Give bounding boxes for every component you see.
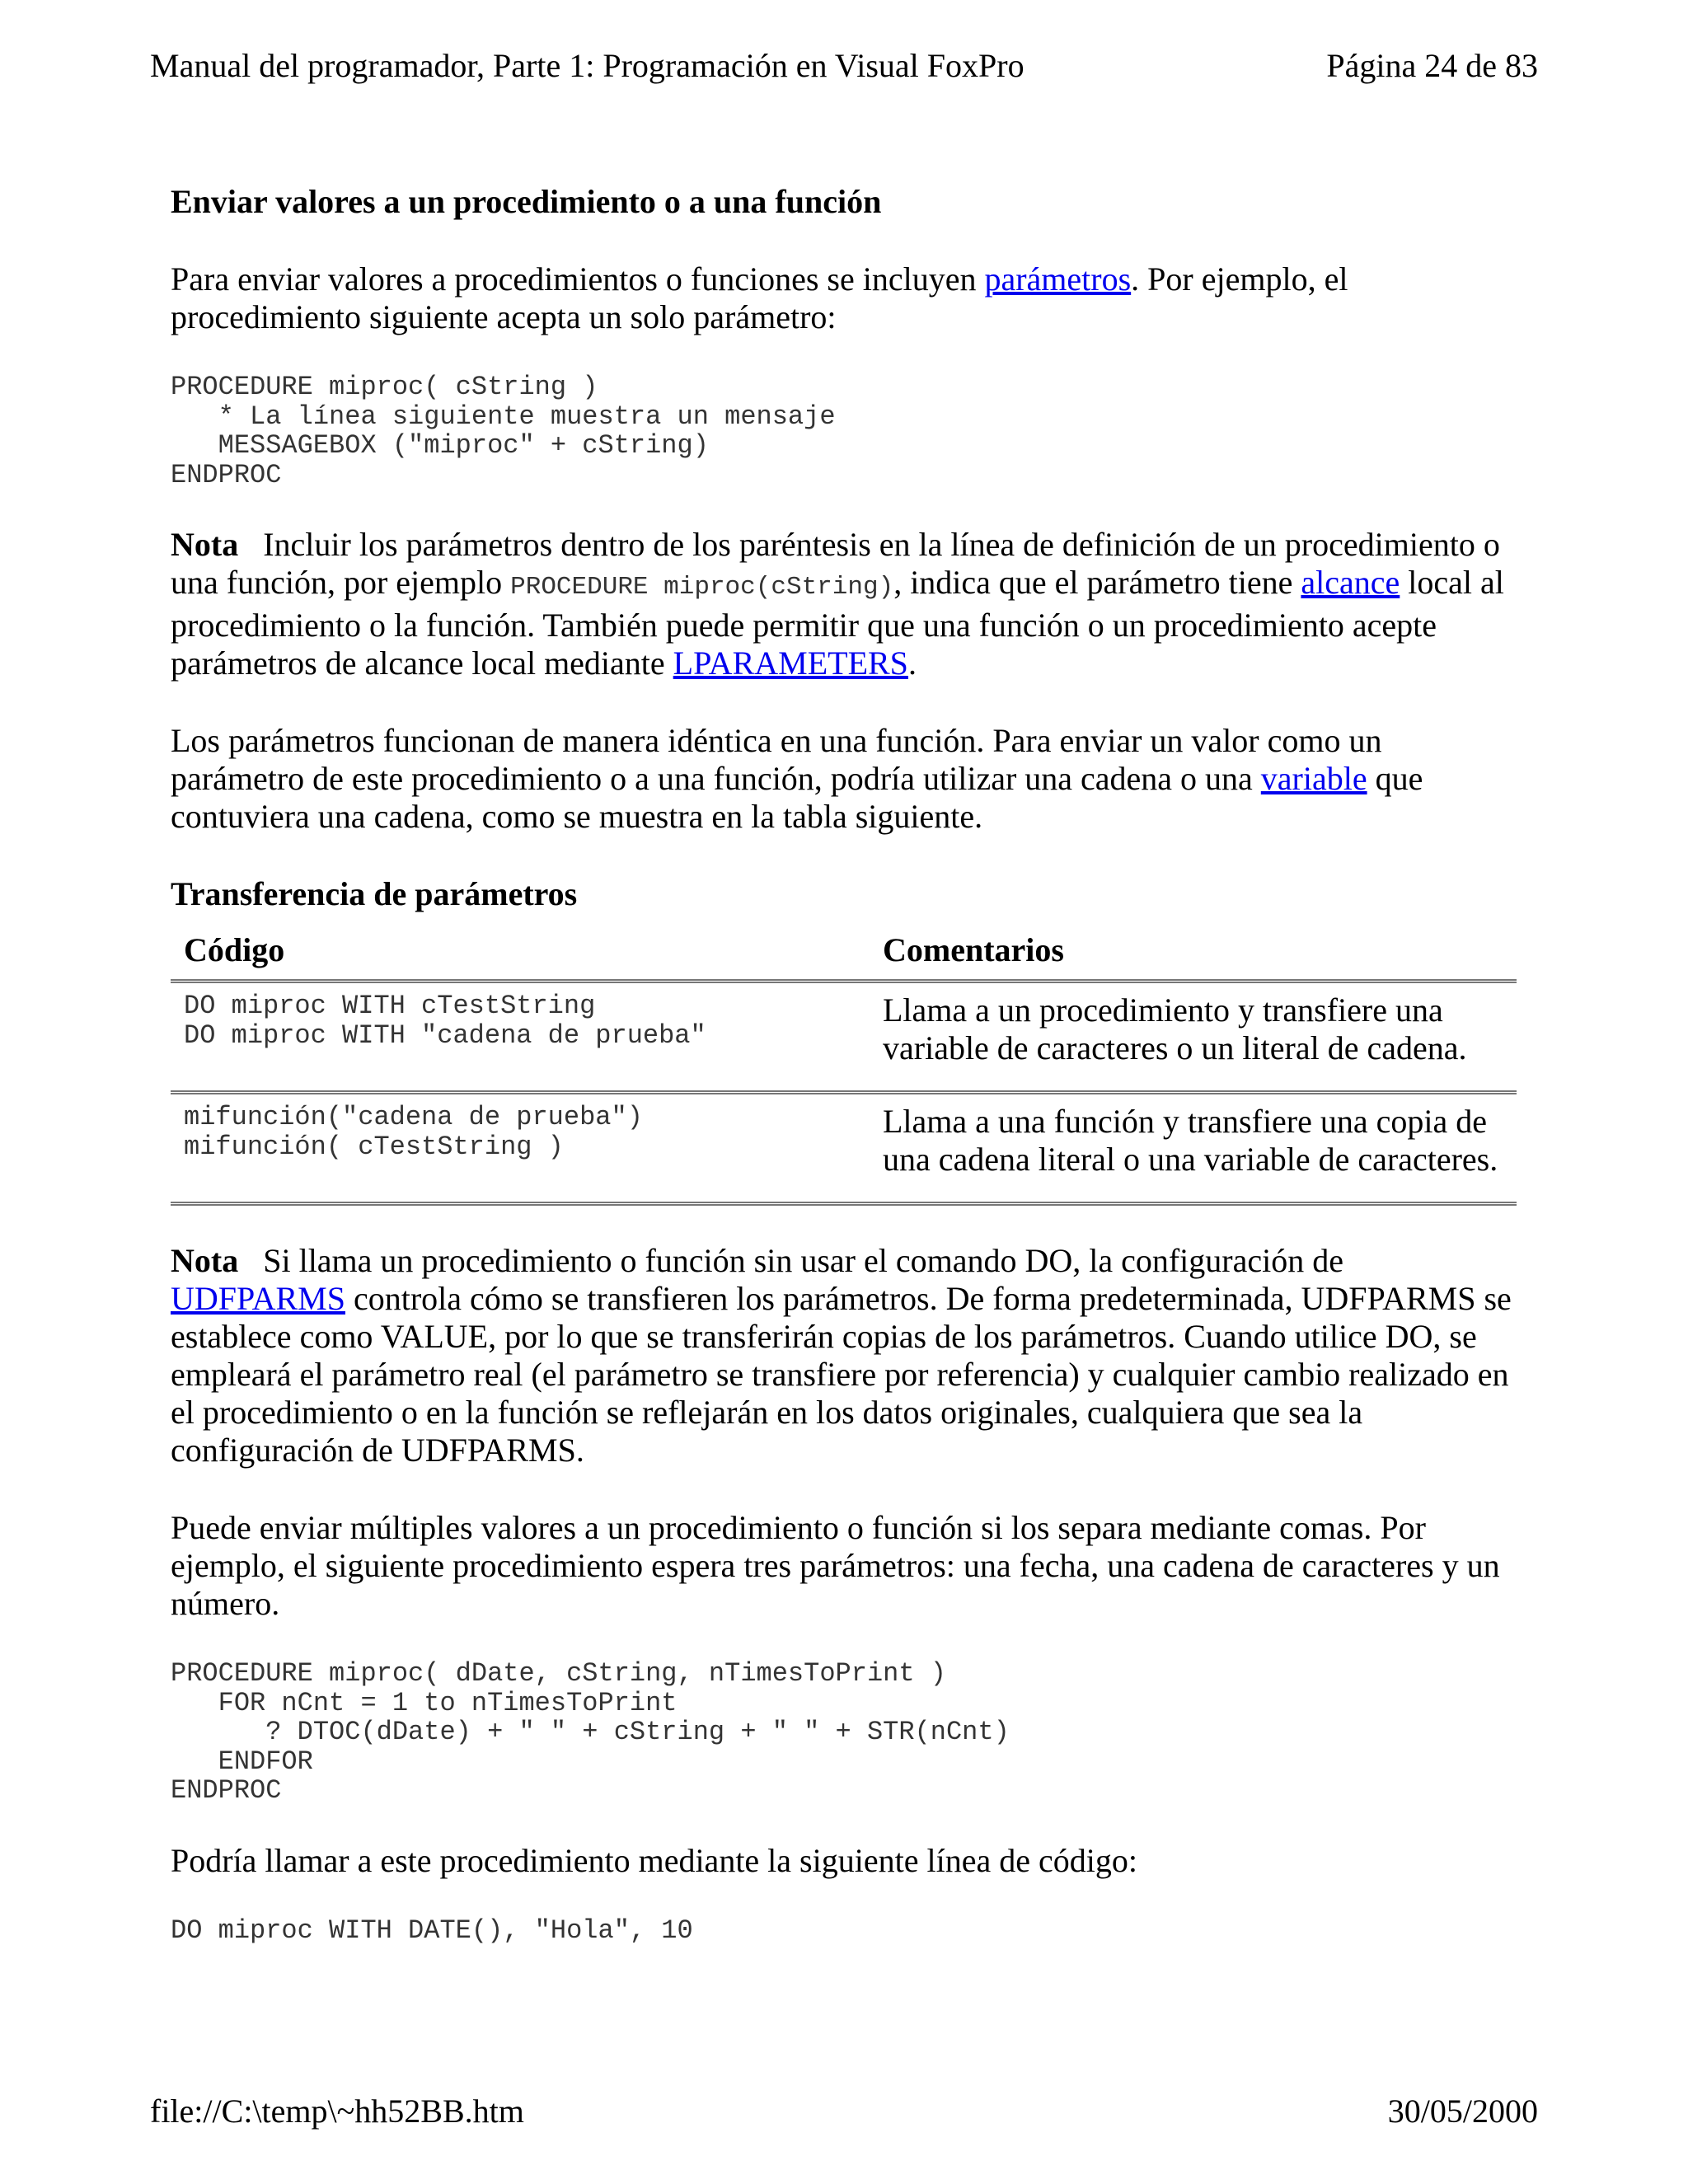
- file-path: file://C:\temp\~hh52BB.htm: [150, 2093, 524, 2130]
- note-paragraph-2: Nota Si llama un procedimiento o función sin usar el comando DO, la configuración de UDFPARMS controla cómo se transfieren los parámetros. De forma predeterminada, UDFPARMS se establece como VALUE, por lo que se transferirán copias de los parámetros. Cuando utilice DO, se empleará el parámetro real (el parámetro se transfiere por referencia) y cualquier cambio realizado en el procedimiento o en la función se reflejarán en los datos originales, cualquiera que sea la configuración de UDFPARMS.: [171, 1242, 1512, 1469]
- document-title: Manual del programador, Parte 1: Programación en Visual FoxPro: [150, 47, 1025, 84]
- note-label: Nota: [171, 526, 239, 563]
- table-row: [171, 1094, 1517, 1202]
- code-block-3: DO miproc WITH DATE(), "Hola", 10: [171, 1915, 693, 1946]
- column-header-comments: Comentarios: [883, 931, 1064, 968]
- paragraph-multiple-values: Puede enviar múltiples valores a un procedimiento o función si los separa mediante comas. Por ejemplo, el siguiente procedimiento espera tres parámetros: una fecha, una cadena de caracteres y un número.: [171, 1509, 1500, 1622]
- link-udfparms[interactable]: UDFPARMS: [171, 1280, 345, 1317]
- table-cell-comment: Llama a una función y transfiere una copia de una cadena literal o una variable de caracteres.: [883, 1103, 1498, 1178]
- print-date: 30/05/2000: [1387, 2093, 1538, 2130]
- link-variable[interactable]: variable: [1260, 760, 1367, 797]
- table-cell-code: DO miproc WITH cTestString DO miproc WITH "cadena de prueba": [184, 991, 706, 1051]
- note-paragraph-1: Nota Incluir los parámetros dentro de los paréntesis en la línea de definición de un procedimiento o una función, por ejemplo PROCEDURE miproc(cString), indica que el parámetro tiene alcance local al procedimiento o la función. También puede permitir que una función o un procedimiento acepte parámetros de alcance local mediante LPARAMETERS.: [171, 526, 1508, 682]
- table-cell-code: mifunción("cadena de prueba") mifunción( cTestString ): [184, 1102, 643, 1162]
- table-row: [171, 983, 1517, 1090]
- link-alcance[interactable]: alcance: [1301, 564, 1400, 601]
- page-header: [150, 46, 1538, 86]
- code-block-1: PROCEDURE miproc( cString ) * La línea siguiente muestra un mensaje MESSAGEBOX ("miproc" + cString) ENDPROC: [171, 372, 836, 490]
- parameters-table: [171, 931, 1517, 1206]
- code-block-2: PROCEDURE miproc( dDate, cString, nTimesToPrint ) FOR nCnt = 1 to nTimesToPrint ? DTOC(dDate) + " " + cString + " " + STR(nCnt) ENDFOR ENDPROC: [171, 1658, 1010, 1806]
- paragraph-functions: Los parámetros funcionan de manera idéntica en una función. Para enviar un valor como un parámetro de este procedimiento o a una función, podría utilizar una cadena o una variable que contuviera una cadena, como se muestra en la tabla siguiente.: [171, 722, 1423, 835]
- table-heading: Transferencia de parámetros: [171, 875, 578, 912]
- inline-code: PROCEDURE miproc(cString): [510, 573, 894, 602]
- document-body: [171, 183, 1522, 1945]
- paragraph-call: Podría llamar a este procedimiento mediante la siguiente línea de código:: [171, 1841, 1137, 1879]
- page-footer: [150, 2092, 1538, 2131]
- note-label: Nota: [171, 1242, 239, 1279]
- link-lparameters[interactable]: LPARAMETERS: [673, 644, 908, 682]
- link-parametros[interactable]: parámetros: [984, 260, 1132, 298]
- table-cell-comment: Llama a un procedimiento y transfiere una variable de caracteres o un literal de cadena.: [883, 991, 1467, 1066]
- column-header-code: Código: [184, 931, 285, 968]
- page-number: Página 24 de 83: [1326, 47, 1538, 84]
- section-heading: Enviar valores a un procedimiento o a una función: [171, 183, 882, 220]
- paragraph-intro: Para enviar valores a procedimientos o funciones se incluyen parámetros. Por ejemplo, el procedimiento siguiente acepta un solo parámetro:: [171, 260, 1348, 335]
